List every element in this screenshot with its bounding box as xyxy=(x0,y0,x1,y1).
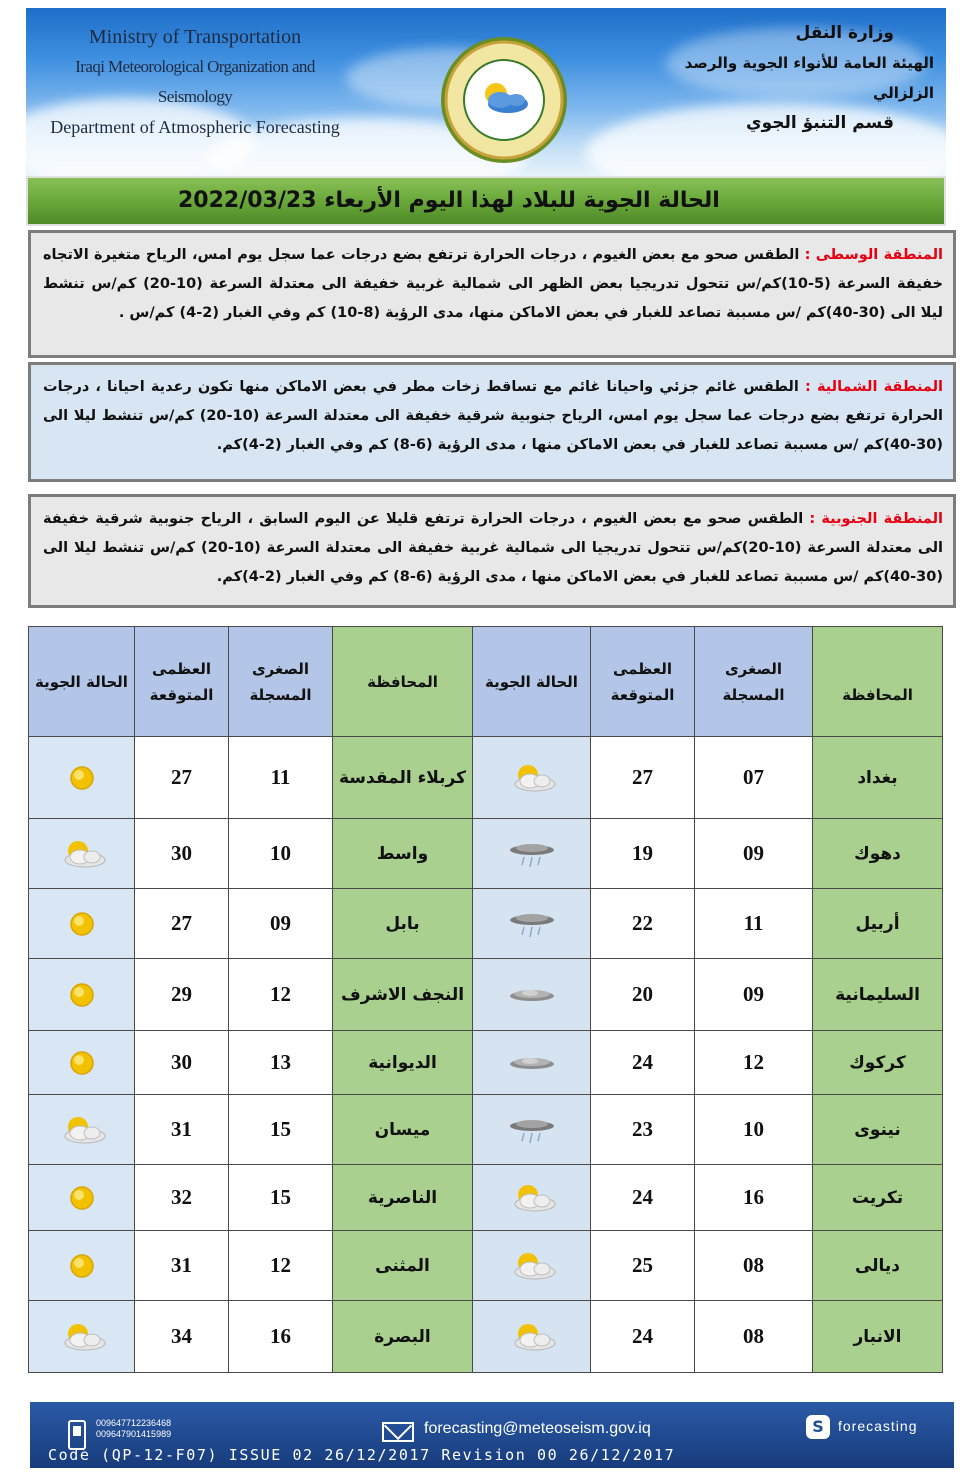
max-temp-left: 30 xyxy=(135,819,229,889)
max-temp-left: 29 xyxy=(135,959,229,1031)
email-icon xyxy=(382,1422,414,1442)
header-min-right: الصغرى المسجلة xyxy=(695,627,813,737)
condition-cell-left xyxy=(29,1095,135,1165)
organization-name-ar: الهيئة العامة للأنواء الجوية والرصد الزلزالي xyxy=(684,54,934,102)
min-temp-left: 10 xyxy=(229,819,333,889)
sun-icon xyxy=(52,758,112,798)
title-bar xyxy=(26,176,946,226)
region-central xyxy=(28,230,956,358)
table-row xyxy=(29,737,943,819)
region-north xyxy=(28,362,956,482)
max-temp-right: 19 xyxy=(591,819,695,889)
condition-cell-left xyxy=(29,737,135,819)
governorate-left: بابل xyxy=(333,889,473,959)
region-south-text: الطقس صحو مع بعض الغيوم ، درجات الحرارة ترتفع قليلا عن اليوم السابق ، الرياح جنوبية شرقية خفيفة الى معتدلة السرعة (10-20)كم/س تتحول تدريجيا الى شمالية غربية خفيفة الى معتدلة السرعة (10-20) كم/س تنشط ليلا الى (30-40)كم /س مسببة تصاعد للغبار في بعض الاماكن منها ، مدى الرؤية (6-8) كم وفي الغبار (2-4)كم. xyxy=(43,511,943,585)
max-temp-left: 30 xyxy=(135,1031,229,1095)
min-temp-right: 08 xyxy=(695,1231,813,1301)
table-row xyxy=(29,819,943,889)
header-condition-right: الحالة الجوية xyxy=(473,627,591,737)
max-temp-right: 25 xyxy=(591,1231,695,1301)
page-footer xyxy=(30,1402,954,1468)
partly-cloudy-icon xyxy=(52,1317,112,1357)
max-temp-left: 27 xyxy=(135,737,229,819)
region-north-text: الطقس غائم جزئي واحيانا غائم مع تساقط زخات مطر في بعض الاماكن منها تكون رعدية احيانا ، درجات الحرارة ترتفع بضع درجات عما سجل يوم امس، الرياح جنوبية شرقية خفيفة الى معتدلة السرعة (10-20) كم/س تنشط ليلا الى (30-40)كم /س مسببة تصاعد للغبار في بعض الاماكن منها ، مدى الرؤية (6-8) كم وفي الغبار (2-4)كم. xyxy=(43,379,944,453)
sun-icon xyxy=(52,975,112,1015)
condition-cell-left xyxy=(29,1165,135,1231)
min-temp-right: 09 xyxy=(695,819,813,889)
max-temp-right: 24 xyxy=(591,1301,695,1373)
document-code: Code (QP-12-F07) ISSUE 02 26/12/2017 Revision 00 26/12/2017 xyxy=(48,1446,676,1464)
min-temp-left: 13 xyxy=(229,1031,333,1095)
region-south-label: المنطقة الجنوبية : xyxy=(809,511,943,527)
min-temp-right: 11 xyxy=(695,889,813,959)
min-temp-left: 09 xyxy=(229,889,333,959)
governorate-right: دهوك xyxy=(813,819,943,889)
max-temp-right: 22 xyxy=(591,889,695,959)
governorate-left: المثنى xyxy=(333,1231,473,1301)
sun-icon xyxy=(52,1043,112,1083)
governorate-right: كركوك xyxy=(813,1031,943,1095)
min-temp-right: 09 xyxy=(695,959,813,1031)
condition-cell-right xyxy=(473,1231,591,1301)
department-name-en: Department of Atmospheric Forecasting xyxy=(50,117,340,137)
table-header-row xyxy=(29,627,943,737)
governorate-left: ميسان xyxy=(333,1095,473,1165)
phone-number-1: 009647712236468 xyxy=(96,1418,172,1428)
partly-cloudy-icon xyxy=(52,834,112,874)
rain-cloud-icon xyxy=(502,834,562,874)
condition-cell-left xyxy=(29,959,135,1031)
condition-cell-right xyxy=(473,1031,591,1095)
organization-name-en: Iraqi Meteorological Organization and Seismology xyxy=(75,57,315,106)
governorate-left: واسط xyxy=(333,819,473,889)
governorate-left: البصرة xyxy=(333,1301,473,1373)
ministry-name-ar: وزارة النقل xyxy=(795,23,894,43)
condition-cell-right xyxy=(473,1165,591,1231)
condition-cell-right xyxy=(473,889,591,959)
governorate-left: الناصرية xyxy=(333,1165,473,1231)
partly-cloudy-icon xyxy=(502,1317,562,1357)
governorate-left: النجف الاشرف xyxy=(333,959,473,1031)
condition-cell-left xyxy=(29,889,135,959)
max-temp-right: 23 xyxy=(591,1095,695,1165)
condition-cell-left xyxy=(29,1301,135,1373)
condition-cell-left xyxy=(29,819,135,889)
max-temp-left: 32 xyxy=(135,1165,229,1231)
max-temp-right: 20 xyxy=(591,959,695,1031)
partly-cloudy-icon xyxy=(502,1246,562,1286)
phone-numbers xyxy=(96,1418,171,1440)
governorate-left: كربلاء المقدسة xyxy=(333,737,473,819)
governorate-left: الديوانية xyxy=(333,1031,473,1095)
max-temp-left: 34 xyxy=(135,1301,229,1373)
table-row xyxy=(29,1301,943,1373)
condition-cell-right xyxy=(473,1095,591,1165)
governorate-right: الانبار xyxy=(813,1301,943,1373)
sun-icon xyxy=(52,1178,112,1218)
governorate-right: السليمانية xyxy=(813,959,943,1031)
ministry-arabic-block xyxy=(674,18,934,138)
header-governorate-right: المحافظة xyxy=(813,627,943,737)
region-central-text: الطقس صحو مع بعض الغيوم ، درجات الحرارة ترتفع بضع درجات عما سجل يوم امس، الرياح متغيرة الاتجاه خفيفة السرعة (5-10)كم/س تتحول تدريجيا بعض الظهر الى شمالية غربية خفيفة الى معتدلة السرعة (10-20) كم/س تنشط ليلا الى (30-40)كم /س مسببة تصاعد للغبار في بعض الاماكن منها، مدى الرؤية (8-10) كم وفي الغبار (2-4) كم/س . xyxy=(43,247,943,321)
table-row xyxy=(29,1031,943,1095)
header-governorate-left: المحافظة xyxy=(333,627,473,737)
sun-icon xyxy=(52,1246,112,1286)
min-temp-left: 15 xyxy=(229,1095,333,1165)
skype-handle[interactable]: forecasting xyxy=(838,1418,918,1434)
table-row xyxy=(29,889,943,959)
max-temp-left: 27 xyxy=(135,889,229,959)
skype-icon: S xyxy=(806,1415,830,1439)
condition-cell-right xyxy=(473,819,591,889)
condition-cell-left xyxy=(29,1031,135,1095)
governorate-right: ديالى xyxy=(813,1231,943,1301)
condition-cell-left xyxy=(29,1231,135,1301)
ministry-english-block xyxy=(40,22,350,142)
max-temp-right: 24 xyxy=(591,1031,695,1095)
min-temp-right: 08 xyxy=(695,1301,813,1373)
cloud-icon xyxy=(502,975,562,1015)
forecast-table xyxy=(28,626,943,1373)
header-min-left: الصغرى المسجلة xyxy=(229,627,333,737)
table-row xyxy=(29,1095,943,1165)
rain-cloud-icon xyxy=(502,904,562,944)
governorate-right: تكريت xyxy=(813,1165,943,1231)
min-temp-right: 12 xyxy=(695,1031,813,1095)
min-temp-left: 16 xyxy=(229,1301,333,1373)
min-temp-right: 16 xyxy=(695,1165,813,1231)
ministry-name-en: Ministry of Transportation xyxy=(88,26,302,48)
cloud-icon xyxy=(502,1043,562,1083)
condition-cell-right xyxy=(473,959,591,1031)
table-row xyxy=(29,959,943,1031)
header-condition-left: الحالة الجوية xyxy=(29,627,135,737)
max-temp-left: 31 xyxy=(135,1231,229,1301)
region-south xyxy=(28,494,956,608)
region-north-label: المنطقة الشمالية : xyxy=(805,379,943,395)
region-central-label: المنطقة الوسطى : xyxy=(804,247,943,263)
page-title: الحالة الجوية للبلاد لهذا اليوم الأربعاء 2022/03/23 xyxy=(178,188,720,213)
department-name-ar: قسم التنبؤ الجوي xyxy=(746,113,894,133)
email-address[interactable]: forecasting@meteoseism.gov.iq xyxy=(424,1420,651,1437)
table-row xyxy=(29,1165,943,1231)
rain-cloud-icon xyxy=(502,1110,562,1150)
min-temp-left: 11 xyxy=(229,737,333,819)
header-max-right: العظمى المتوقعة xyxy=(591,627,695,737)
min-temp-right: 10 xyxy=(695,1095,813,1165)
min-temp-left: 12 xyxy=(229,959,333,1031)
min-temp-left: 12 xyxy=(229,1231,333,1301)
min-temp-right: 07 xyxy=(695,737,813,819)
header-max-left: العظمى المتوقعة xyxy=(135,627,229,737)
partly-cloudy-icon xyxy=(502,758,562,798)
max-temp-left: 31 xyxy=(135,1095,229,1165)
page-header xyxy=(26,8,946,176)
organization-seal-icon xyxy=(438,34,570,166)
governorate-right: نينوى xyxy=(813,1095,943,1165)
partly-cloudy-icon xyxy=(502,1178,562,1218)
condition-cell-right xyxy=(473,737,591,819)
table-row xyxy=(29,1231,943,1301)
governorate-right: أربيل xyxy=(813,889,943,959)
max-temp-right: 24 xyxy=(591,1165,695,1231)
phone-number-2: 009647901415989 xyxy=(96,1429,172,1439)
condition-cell-right xyxy=(473,1301,591,1373)
partly-cloudy-icon xyxy=(52,1110,112,1150)
max-temp-right: 27 xyxy=(591,737,695,819)
governorate-right: بغداد xyxy=(813,737,943,819)
min-temp-left: 15 xyxy=(229,1165,333,1231)
sun-icon xyxy=(52,904,112,944)
